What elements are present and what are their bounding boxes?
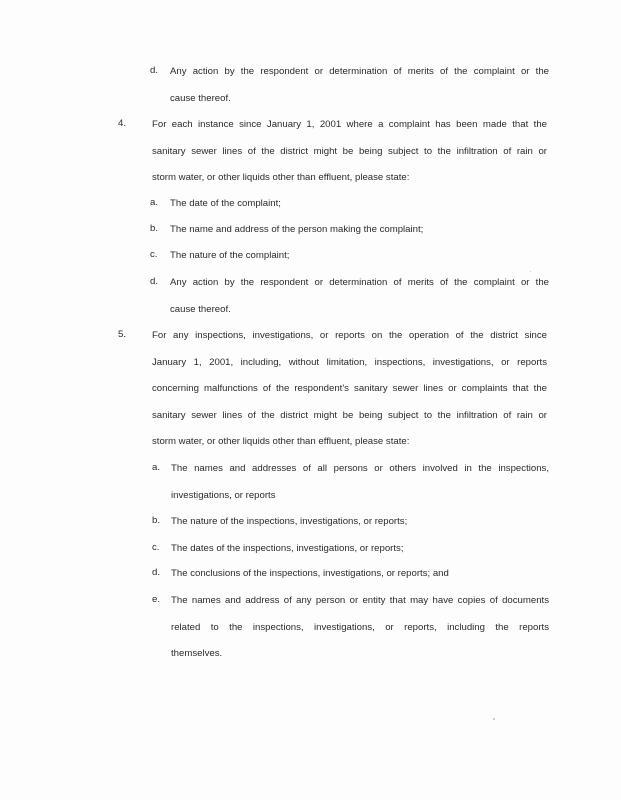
text-line: cause thereof. [170,92,231,104]
text-line: January 1, 2001, including, without limitation, inspections, investigations, or reports [152,356,547,368]
text-line: Any action by the respondent or determination of merits of the complaint or the [170,277,549,288]
list-item-text [170,276,549,329]
scan-speck [530,271,531,272]
text-line: storm water, or other liquids other than effluent, please state: [152,436,410,447]
numbered-item-text [152,118,547,198]
text-line: The dates of the inspections, investigations, or reports; [171,543,404,554]
list-item-text [171,462,549,515]
text-line: investigations, or reports [171,489,276,501]
text-line: concerning malfunctions of the respondent's sanitary sewer lines or complaints that the [152,383,547,394]
list-marker: d. [150,276,159,287]
text-line: storm water, or other liquids other than effluent, please state: [152,172,410,183]
list-item-text [170,65,549,118]
list-item-text [171,594,549,674]
list-marker: c. [150,249,158,260]
text-line: Any action by the respondent or determination of merits of the complaint or the [170,66,549,77]
list-marker: d. [150,65,159,76]
text-line: The names and address of any person or entity that may have copies of documents [171,595,549,606]
text-line: The names and addresses of all persons or others involved in the inspections, [171,463,549,474]
text-line: related to the inspections, investigations, or reports, including the reports [171,621,549,633]
list-marker: d. [152,567,161,578]
text-line: The nature of the inspections, investigations, or reports; [171,516,408,527]
item-number: 4. [118,118,127,129]
text-line: sanitary sewer lines of the district might be being subject to the infiltration of rain or [152,409,547,421]
list-marker: b. [152,515,161,526]
text-line: The conclusions of the inspections, investigations, or reports; and [171,568,449,579]
text-line: The date of the complaint; [170,198,281,209]
scan-speck [493,718,495,720]
list-item-text [171,515,549,542]
list-marker: e. [152,594,161,605]
list-marker: b. [150,223,159,234]
list-item-text [170,197,549,224]
text-line: For each instance since January 1, 2001 where a complaint has been made that the [152,119,547,130]
text-line: cause thereof. [170,303,231,315]
text-line: themselves. [171,648,223,659]
text-line: For any inspections, investigations, or reports on the operation of the district since [152,330,547,341]
numbered-item-text [152,329,547,462]
list-item-text [171,567,549,594]
item-number: 5. [118,329,127,340]
list-marker: a. [150,197,159,208]
list-item-text [170,249,549,276]
text-line: The nature of the complaint; [170,250,290,261]
list-item-text [170,223,549,250]
list-marker: a. [152,462,161,473]
text-line: The name and address of the person making the complaint; [170,224,424,235]
list-marker: c. [152,542,160,553]
list-item-text [171,542,549,569]
text-line: sanitary sewer lines of the district might be being subject to the infiltration of rain or [152,145,547,157]
